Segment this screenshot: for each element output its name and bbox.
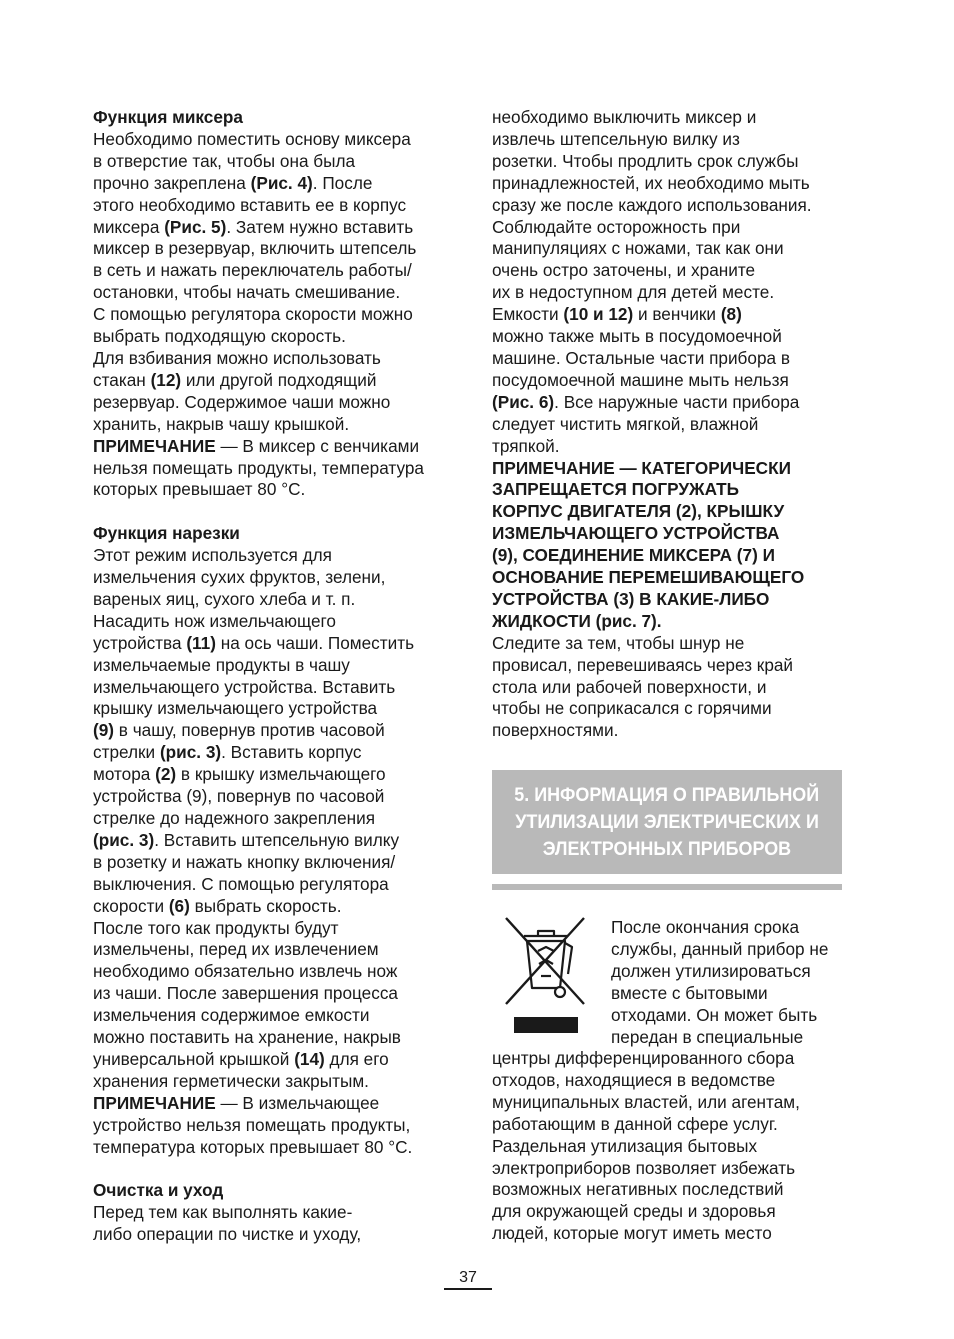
- care-paragraph-continued: [492, 107, 842, 458]
- text-line: [492, 260, 842, 282]
- text-line: ЖИДКОСТИ (рис. 7).: [492, 610, 662, 631]
- text-segment: стакан: [93, 369, 151, 390]
- text-line: [492, 326, 842, 348]
- mixer-paragraph: [93, 129, 455, 501]
- text-segment: мотора: [93, 764, 156, 785]
- text-line: [93, 1137, 455, 1159]
- text-line: ПРИМЕЧАНИЕ — КАТЕГОРИЧЕСКИ: [492, 457, 791, 478]
- text-line: [93, 458, 455, 480]
- text-segment: необходимо обязательно извлечь нож: [93, 961, 398, 982]
- care-paragraph: [93, 1202, 455, 1246]
- text-segment: — В миксер с венчиками: [215, 435, 420, 456]
- text-segment: (11): [186, 632, 216, 653]
- text-line: службы, данный прибор не: [611, 938, 829, 959]
- text-segment: . Вставить штепсельную вилку: [154, 829, 400, 850]
- text-line: [93, 1049, 455, 1071]
- text-line: чтобы не соприкасался с горячими: [492, 698, 772, 719]
- text-line: [93, 698, 455, 720]
- text-line: [492, 414, 842, 436]
- text-segment: можно поставить на хранение, накрыв: [93, 1027, 401, 1048]
- text-segment: крышку измельчающего устройства: [93, 698, 378, 719]
- text-segment: которых превышает 80 °С.: [93, 479, 306, 500]
- text-line: КОРПУС ДВИГАТЕЛЯ (2), КРЫШКУ: [492, 501, 785, 522]
- text-line: [492, 107, 842, 129]
- weee-side-text: [611, 917, 851, 1048]
- text-line: Следите за тем, чтобы шнур не: [492, 632, 745, 653]
- text-segment: (10 и 12): [563, 304, 634, 325]
- text-segment: (2): [155, 764, 177, 785]
- cord-paragraph: [492, 633, 842, 743]
- text-line: [93, 129, 455, 151]
- section-title-box: [492, 770, 842, 874]
- text-line: [93, 742, 455, 764]
- text-line: [93, 896, 455, 918]
- text-line: стола или рабочей поверхности, и: [492, 676, 767, 697]
- text-line: [93, 479, 455, 501]
- text-line: [93, 238, 455, 260]
- text-segment: . Затем нужно вставить: [226, 216, 414, 237]
- text-segment: (6): [168, 895, 190, 916]
- text-line: [93, 1027, 455, 1049]
- text-segment: устройства: [93, 632, 187, 653]
- text-line: ИЗМЕЛЬЧАЮЩЕГО УСТРОЙСТВА: [492, 523, 780, 544]
- right-column: [492, 107, 842, 742]
- text-segment: посудомоечной машине мыть нельзя: [492, 369, 789, 390]
- text-line: для окружающей среды и здоровья: [492, 1201, 776, 1222]
- text-segment: (Рис. 6): [492, 391, 555, 412]
- text-segment: устройства (9), повернув по часовой: [93, 786, 385, 807]
- text-line: [93, 545, 455, 567]
- text-line: [93, 567, 455, 589]
- text-segment: или другой подходящий: [181, 369, 377, 390]
- text-segment: Соблюдайте осторожность при: [492, 216, 741, 237]
- text-line: [93, 326, 455, 348]
- text-line: [93, 1005, 455, 1027]
- text-segment: в чашу, повернув против часовой: [114, 720, 385, 741]
- text-segment: Этот режим используется для: [93, 545, 332, 566]
- text-line: муниципальных властей, или агентам,: [492, 1091, 800, 1112]
- text-segment: стрелки: [93, 742, 160, 763]
- text-segment: (рис. 3): [93, 829, 155, 850]
- text-line: [492, 151, 842, 173]
- text-line: [93, 764, 455, 786]
- text-segment: (8): [720, 304, 742, 325]
- text-line: [93, 961, 455, 983]
- text-segment: этого необходимо вставить ее в корпус: [93, 194, 407, 215]
- text-segment: измельчающего устройства. Вставить: [93, 676, 396, 697]
- text-segment: (Рис. 5): [164, 216, 227, 237]
- text-line: людей, которые могут иметь место: [492, 1223, 772, 1244]
- text-segment: манипуляциях с ножами, так как они: [492, 238, 784, 259]
- page-number: 37: [459, 1269, 477, 1286]
- text-line: [93, 874, 455, 896]
- text-segment: . Все наружные части прибора: [554, 391, 800, 412]
- text-segment: стрелке до надежного закрепления: [93, 807, 376, 828]
- text-segment: скорости: [93, 895, 169, 916]
- text-segment: ПРИМЕЧАНИЕ: [93, 435, 216, 456]
- text-line: [492, 370, 842, 392]
- text-line: вместе с бытовыми: [611, 982, 768, 1003]
- text-line: (9), СОЕДИНЕНИЕ МИКСЕРА (7) И: [492, 545, 775, 566]
- text-line: возможных негативных последствий: [492, 1179, 784, 1200]
- page-number-rule: [444, 1288, 492, 1290]
- text-line: [93, 436, 455, 458]
- text-segment: универсальной крышкой: [93, 1048, 295, 1069]
- heading-care: Очистка и уход: [93, 1180, 224, 1201]
- text-segment: хранить, накрыв чашу крышкой.: [93, 413, 350, 434]
- text-line: [93, 195, 455, 217]
- text-segment: измельчения сухих фруктов, зелени,: [93, 567, 386, 588]
- text-segment: тряпкой.: [492, 435, 560, 456]
- text-line: [93, 217, 455, 239]
- text-line: [93, 655, 455, 677]
- text-segment: Необходимо поместить основу миксера: [93, 128, 411, 149]
- text-line: [492, 282, 842, 304]
- text-line: [492, 217, 842, 239]
- text-segment: Перед тем как выполнять какие-: [93, 1202, 353, 1223]
- text-segment: устройство нельзя помещать продукты,: [93, 1114, 411, 1135]
- text-line: [492, 348, 842, 370]
- text-segment: в сеть и нажать переключатель работы/: [93, 260, 412, 281]
- weee-paragraph: [492, 1048, 842, 1245]
- text-segment: из чаши. После завершения процесса: [93, 983, 398, 1004]
- text-line: [492, 304, 842, 326]
- text-line: [93, 1224, 455, 1246]
- text-line: [93, 173, 455, 195]
- section-title-line: ЭЛЕКТРОННЫХ ПРИБОРОВ: [542, 837, 792, 860]
- text-segment: извлечь штепсельную вилку из: [492, 128, 740, 149]
- text-segment: необходимо выключить миксер и: [492, 107, 757, 127]
- text-segment: хранения герметически закрытым.: [93, 1070, 369, 1091]
- text-segment: и венчики: [633, 304, 721, 325]
- text-segment: для его: [324, 1048, 389, 1069]
- heading-chopper: Функция нарезки: [93, 523, 240, 544]
- chopper-paragraph: [93, 545, 455, 1158]
- text-segment: Насадить нож измельчающего: [93, 610, 336, 631]
- section-divider: [492, 884, 842, 890]
- text-segment: их в недоступном для детей месте.: [492, 282, 775, 303]
- text-segment: выбрать скорость.: [189, 895, 342, 916]
- crossed-out-wheelie-bin-icon: [498, 914, 594, 1036]
- text-segment: измельчения содержимое емкости: [93, 1005, 370, 1026]
- text-segment: миксера: [93, 216, 165, 237]
- text-line: центры дифференцированного сбора: [492, 1048, 795, 1068]
- text-segment: С помощью регулятора скорости можно: [93, 304, 413, 325]
- text-segment: Емкости: [492, 304, 564, 325]
- text-line: [93, 260, 455, 282]
- text-segment: очень остро заточены, и храните: [492, 260, 756, 281]
- text-segment: измельчены, перед их извлечением: [93, 939, 379, 960]
- text-line: [93, 1115, 455, 1137]
- text-segment: — В измельчающее: [215, 1092, 380, 1113]
- text-line: [93, 304, 455, 326]
- text-segment: розетки. Чтобы продлить срок службы: [492, 150, 799, 171]
- text-line: [93, 918, 455, 940]
- text-line: поверхностями.: [492, 720, 619, 741]
- text-segment: резервуар. Содержимое чаши можно: [93, 391, 391, 412]
- text-line: [492, 436, 842, 458]
- text-line: [492, 129, 842, 151]
- text-segment: (9): [93, 720, 115, 741]
- text-line: ЗАПРЕЩАЕТСЯ ПОГРУЖАТЬ: [492, 479, 740, 500]
- text-segment: измельчаемые продукты в чашу: [93, 654, 350, 675]
- text-line: [93, 370, 455, 392]
- text-line: [93, 1093, 455, 1115]
- text-segment: в отверстие так, чтобы она была: [93, 150, 356, 171]
- text-segment: вареных яиц, сухого хлеба и т. п.: [93, 588, 356, 609]
- heading-mixer: Функция миксера: [93, 107, 243, 127]
- text-line: [93, 939, 455, 961]
- text-segment: (Рис. 4): [250, 172, 313, 193]
- section-title-line: УТИЛИЗАЦИИ ЭЛЕКТРИЧЕСКИХ И: [515, 810, 819, 833]
- text-segment: миксер в резервуар, включить штепсель: [93, 238, 417, 259]
- text-line: [93, 1071, 455, 1093]
- warning-note: [492, 458, 842, 633]
- text-segment: на ось чаши. Поместить: [215, 632, 415, 653]
- text-line: отходов, находящиеся в ведомстве: [492, 1069, 776, 1090]
- text-line: [93, 282, 455, 304]
- text-segment: принадлежностей, их необходимо мыть: [492, 172, 810, 193]
- text-line: [93, 720, 455, 742]
- text-line: [93, 830, 455, 852]
- text-segment: температура которых превышает 80 °С.: [93, 1136, 413, 1157]
- text-segment: (14): [294, 1048, 325, 1069]
- text-line: [93, 348, 455, 370]
- text-line: [93, 808, 455, 830]
- text-segment: . Вставить корпус: [221, 742, 362, 763]
- text-line: передан в специальные: [611, 1026, 804, 1047]
- text-line: ОСНОВАНИЕ ПЕРЕМЕШИВАЮЩЕГО: [492, 567, 805, 588]
- text-line: работающим в данной сфере услуг.: [492, 1113, 778, 1134]
- text-line: [93, 852, 455, 874]
- text-line: отходами. Он может быть: [611, 1004, 818, 1025]
- text-line: [93, 589, 455, 611]
- text-line: [492, 238, 842, 260]
- text-segment: прочно закреплена: [93, 172, 251, 193]
- text-line: [93, 414, 455, 436]
- text-segment: либо операции по чистке и уходу,: [93, 1224, 362, 1245]
- text-segment: выбрать подходящую скорость.: [93, 326, 346, 347]
- text-segment: в розетку и нажать кнопку включения/: [93, 851, 396, 872]
- text-segment: сразу же после каждого использования.: [492, 194, 812, 215]
- text-segment: в крышку измельчающего: [176, 764, 386, 785]
- left-column: [93, 107, 455, 1246]
- text-line: [93, 151, 455, 173]
- text-segment: Для взбивания можно использовать: [93, 347, 381, 368]
- text-segment: После того как продукты будут: [93, 917, 339, 938]
- text-segment: следует чистить мягкой, влажной: [492, 413, 759, 434]
- text-line: Раздельная утилизация бытовых: [492, 1135, 758, 1156]
- text-line: [93, 786, 455, 808]
- text-line: должен утилизироваться: [611, 960, 811, 981]
- text-line: [93, 677, 455, 699]
- text-line: [93, 1202, 455, 1224]
- text-segment: . После: [312, 172, 373, 193]
- text-line: [93, 392, 455, 414]
- text-line: [492, 195, 842, 217]
- text-segment: выключения. С помощью регулятора: [93, 873, 389, 894]
- text-segment: (12): [150, 369, 182, 390]
- text-line: После окончания срока: [611, 917, 800, 937]
- text-line: [492, 392, 842, 414]
- section-title-line: 5. ИНФОРМАЦИЯ О ПРАВИЛЬНОЙ: [514, 783, 820, 806]
- text-line: электроприборов позволяет избежать: [492, 1157, 796, 1178]
- text-segment: ПРИМЕЧАНИЕ: [93, 1092, 216, 1113]
- text-segment: остановки, чтобы начать смешивание.: [93, 282, 401, 303]
- text-line: [93, 633, 455, 655]
- text-segment: нельзя помещать продукты, температура: [93, 457, 424, 478]
- text-line: [492, 173, 842, 195]
- text-line: провисал, перевешиваясь через край: [492, 654, 794, 675]
- text-line: УСТРОЙСТВА (3) В КАКИЕ-ЛИБО: [492, 588, 770, 609]
- text-line: [93, 983, 455, 1005]
- text-segment: (рис. 3): [159, 742, 222, 763]
- text-segment: машине. Остальные части прибора в: [492, 347, 790, 368]
- text-segment: можно также мыть в посудомоечной: [492, 326, 782, 347]
- text-line: [93, 611, 455, 633]
